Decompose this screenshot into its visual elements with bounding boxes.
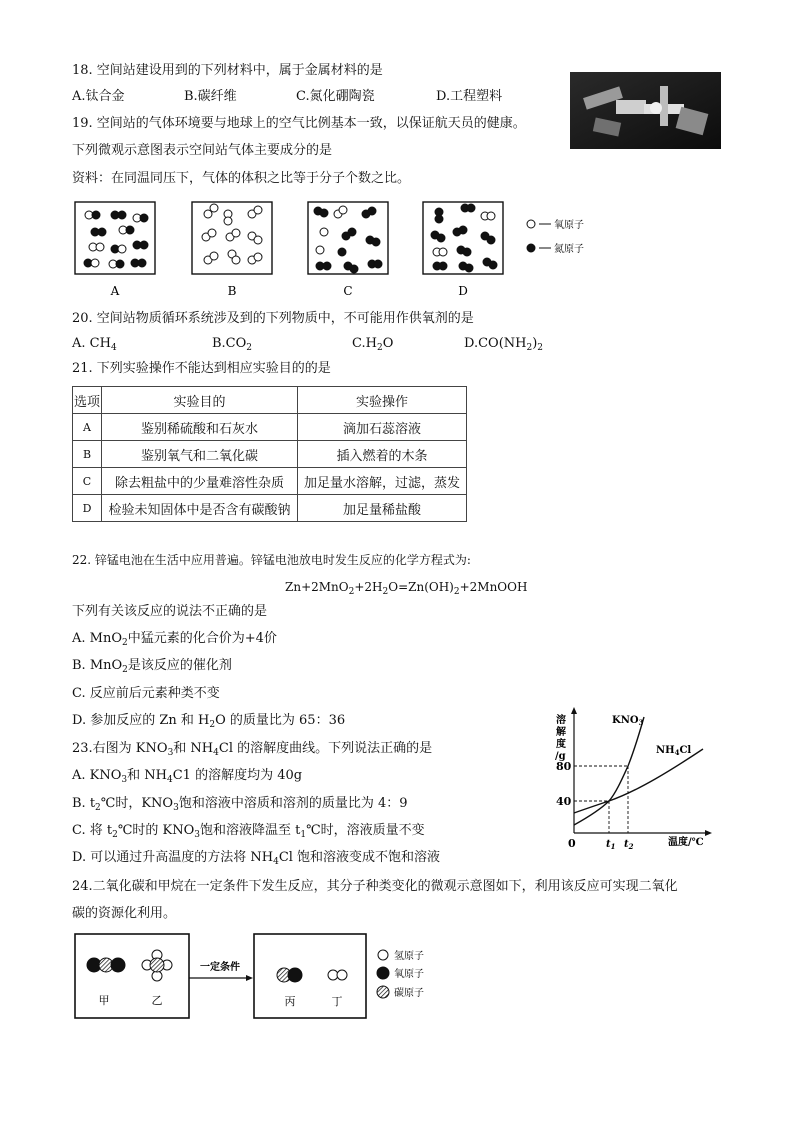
q23-option-c: C. 将 $t_2℃$时的 $KNO_3$饱和溶液降温至 $t_1℃$时，溶液质量不变: [72, 823, 425, 840]
q22-stem: 22. 锌锰电池在生活中应用普遍。锌锰电池放电时发生反应的化学方程式为:: [72, 553, 471, 567]
nh4cl-label: $NH_4Cl$: [656, 745, 692, 757]
q19-stem-line1: 19. 空间站的气体环境要与地球上的空气比例基本一致，以保证航天员的健康。: [72, 116, 526, 131]
table-row: C 除去粗盐中的少量难溶性杂质 加足量水溶解，过滤，蒸发: [73, 468, 467, 495]
svg-text:氮原子: 氮原子: [554, 244, 584, 255]
q23-stem: 23.右图为 $KNO_3$和 $NH_4Cl$ 的溶解度曲线。下列说法正确的是: [72, 741, 433, 758]
q18-option-b: B.碳纤维: [184, 89, 237, 104]
q22-option-a: A. MnO$_2$中猛元素的化合价为+4价: [72, 631, 277, 648]
q18-stem: 18. 空间站建设用到的下列材料中，属于金属材料的是: [72, 63, 383, 78]
y-tick-80: 80: [556, 760, 572, 773]
header-operation: 实验操作: [298, 387, 467, 414]
q24-stem-line2: 碳的资源化利用。: [72, 906, 177, 921]
co2-molecule: [87, 958, 125, 972]
q22-option-b: B. MnO$_2$是该反应的催化剂: [72, 658, 232, 675]
q20-stem: 20. 空间站物质循环系统涉及到的下列物质中，不可能用作供氧剂的是: [72, 311, 474, 326]
q18-option-d: D.工程塑料: [436, 89, 503, 104]
table-row: B 鉴别氧气和二氧化碳 插入燃着的木条: [73, 441, 467, 468]
q23-option-b: B. $t_2℃$时，$KNO_3$饱和溶液中溶质和溶剂的质量比为 4：9: [72, 796, 408, 813]
q24-stem-line1: 24.二氧化碳和甲烷在一定条件下发生反应，其分子种类变化的微观示意图如下，利用该反应可实现二氧化: [72, 879, 678, 894]
label-a: A: [110, 284, 120, 298]
q20-option-b: $B.CO_2$: [212, 336, 253, 353]
q24-legend: [377, 950, 389, 998]
svg-text:溶: 溶: [556, 715, 566, 726]
header-option: 选项: [73, 387, 102, 414]
svg-text:氢原子: 氢原子: [394, 951, 424, 962]
ch4-molecule: [142, 950, 172, 981]
y-axis-label: [555, 713, 567, 762]
h2-molecule: [328, 970, 347, 980]
svg-text:氧原子: 氧原子: [394, 969, 424, 980]
q19-legend: [527, 218, 584, 255]
x-tick-t2: $t_2$: [624, 839, 634, 851]
q23-option-a: A. $KNO_3$和 $NH_4C1$ 的溶解度均为 40g: [72, 768, 303, 785]
y-tick-40: 40: [556, 795, 572, 808]
svg-text:度: 度: [556, 739, 566, 750]
q19-stem-line2: 下列微观示意图表示空间站气体主要成分的是: [72, 143, 333, 158]
q19-note: 资料：在同温同压下，气体的体积之比等于分子个数之比。: [72, 171, 411, 186]
label-d: D: [458, 284, 468, 298]
q22-option-c: C. 反应前后元素种类不变: [72, 686, 220, 701]
table-row: D 检验未知固体中是否含有碳酸钠 加足量稀盐酸: [73, 495, 467, 522]
q23-option-d: D. 可以通过升高温度的方法将 $NH_4Cl$ 饱和溶液变成不饱和溶液: [72, 850, 441, 867]
q24-reaction-diagram: [70, 930, 450, 1025]
q20-option-a: A. $CH_4$: [72, 336, 117, 353]
q20-option-c: $C.H_2O$: [352, 336, 394, 353]
svg-text:氧原子: 氧原子: [554, 220, 584, 231]
table-row: A 鉴别稀硫酸和石灰水 滴加石蕊溶液: [73, 414, 467, 441]
label-c: C: [343, 284, 353, 298]
label-ding: 丁: [331, 995, 343, 1008]
label-yi: 乙: [151, 994, 163, 1007]
label-jia: 甲: [98, 994, 110, 1007]
solubility-chart: [548, 705, 718, 853]
svg-text:碳原子: 碳原子: [394, 988, 424, 999]
header-purpose: 实验目的: [102, 387, 298, 414]
box-a: [75, 202, 155, 274]
q22-option-d: D. 参加反应的 Zn 和 $H_2O$ 的质量比为 65：36: [72, 713, 346, 730]
q18-option-a: A.钛合金: [72, 89, 125, 104]
svg-text:解: 解: [556, 727, 566, 738]
co-molecule: [277, 968, 302, 982]
label-bing: 丙: [284, 995, 296, 1008]
q18-option-c: C.氮化硼陶瓷: [296, 89, 375, 104]
q19-molecule-diagrams: [70, 198, 630, 303]
kno3-label: $KNO_3$: [612, 715, 644, 727]
q20-option-d: $D.CO(NH_2)_2$: [464, 336, 544, 353]
box-b: [192, 202, 272, 274]
box-d: [423, 202, 503, 274]
q22-equation: $Zn+2MnO_2+2H_2O=Zn(OH)_2+2MnOOH$: [285, 580, 528, 597]
x-tick-t1: $t_1$: [606, 839, 616, 851]
origin-label: 0: [568, 837, 576, 850]
table-header: [73, 387, 467, 414]
space-station-photo: [570, 72, 721, 149]
svg-text:/g: /g: [555, 751, 566, 762]
condition-label: 一定条件: [200, 962, 240, 973]
x-axis-label: 温度/℃: [668, 837, 704, 848]
box-c: [308, 202, 388, 274]
q21-stem: 21. 下列实验操作不能达到相应实验目的的是: [72, 361, 331, 376]
q22-ask: 下列有关该反应的说法不正确的是: [72, 604, 268, 619]
nh4cl-curve: [574, 749, 703, 813]
label-b: B: [227, 284, 237, 298]
q21-table: [72, 386, 467, 522]
